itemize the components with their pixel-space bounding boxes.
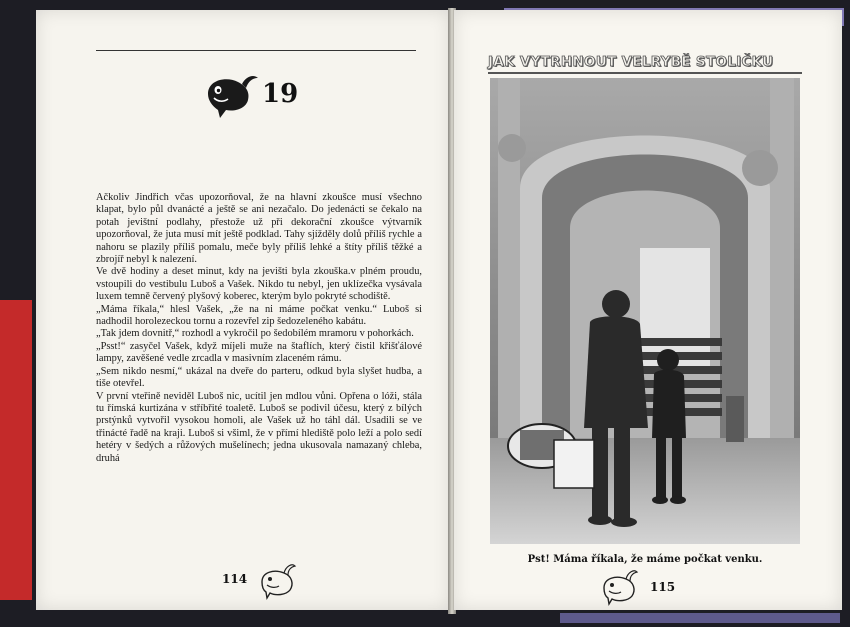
purple-cover-edge-bottom (560, 613, 840, 623)
whale-icon (202, 68, 260, 120)
top-rule (96, 50, 416, 51)
paragraph: „Máma říkala,“ hlesl Vašek, „že na ni máme počkat venku.“ Luboš si nadhodil horolezeckou tornu a rozevřel zip šedozeleného kabátu. (96, 303, 422, 328)
page-number: 115 (650, 580, 676, 594)
photo (490, 78, 800, 544)
body-text (96, 192, 422, 465)
running-head-rule (488, 72, 802, 74)
paragraph: Ačkoliv Jindřich včas upozorňoval, že na hlavní zkoušce musí všechno klapat, bylo půl dvanácté a ještě se ani nezačalo. Do jedenácti se čekalo na potah jevištní podlahy, přestože už při dekorační zkoušce výtvarník upozorňoval, že juta musí mít ještě podklad. Tahy sjížděly dolů příliš rychle a nahoru se plazily příliš pomalu, meče byly příliš lehké a štíty příliš těžké a zbrojíř nebyl k nalezení. (96, 192, 422, 266)
right-page (454, 10, 842, 610)
paragraph: „Tak jdem dovnitř,“ rozhodl a vykročil po šedobílém mramoru v pohorkách. (96, 328, 414, 340)
red-cover-edge (0, 300, 32, 600)
chapter-number: 19 (262, 79, 299, 109)
running-head: JAK VYTRHNOUT VELRYBĚ STOLIČKU (488, 54, 774, 70)
whale-icon (600, 566, 640, 606)
page-number: 114 (222, 572, 248, 586)
paragraph: „Sem nikdo nesmí,“ ukázal na dveře do parteru, odkud byla slyšet hudba, a tiše otevřel. (96, 365, 422, 390)
left-page (36, 10, 451, 610)
paragraph: „Psst!“ zasyčel Vašek, když míjeli muže na štaflích, který čistil křišťálové lampy, zavěšené vedle zrcadla v masivním zlaceném rámu. (96, 340, 422, 365)
whale-icon (258, 560, 298, 600)
paragraph: V první vteřině neviděl Luboš nic, ucítil jen mdlou vůni. Opřena o lóži, stála tu římská kurtizána v stříbřité toaletě. Luboš se podivil účesu, který z bílých prstýnků vytvořil vysokou homoli, ale Vašek už ho táhl dál. Usadili se ve třinácté řadě na kraji. Luboš si všiml, že v přímí hlediště polo leží a polo sedí hetéry v šedých a růžových mušelínech; jedna ukusovala namazaný chleba, druhá (96, 390, 422, 464)
photo-caption: Pst! Máma říkala, že máme počkat venku. (527, 554, 763, 565)
chapter-heading (202, 68, 298, 120)
photo-illustration (490, 78, 800, 544)
paragraph: Ve dvě hodiny a deset minut, kdy na jevišti byla zkouška.v plném proudu, vstoupili do vestibulu Luboš a Vašek. Nikdo tu nebyl, jen uklízečka vysávala luxem temně červený plyšový koberec, kterým bylo pokryté schodiště. (96, 266, 422, 303)
